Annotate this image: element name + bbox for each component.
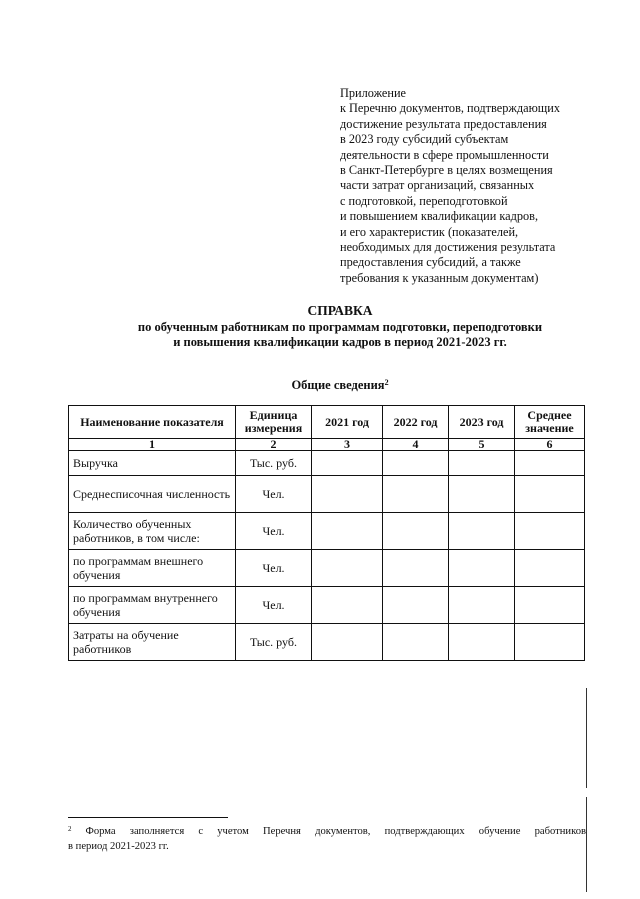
appendix-line: в 2023 году субсидий субъектам [340, 132, 509, 147]
value-cell-2021[interactable] [312, 513, 383, 550]
column-number-row [69, 439, 585, 451]
title-line-1: по обученным работникам по программам подготовки, переподготовки [137, 319, 543, 334]
value-cell-2022[interactable] [383, 624, 449, 661]
value-cell-2021[interactable] [312, 476, 383, 513]
value-cell-2023[interactable] [449, 476, 515, 513]
column-number: 5 [449, 439, 515, 451]
header-average: Среднее значение [515, 406, 585, 439]
appendix-line: деятельности в сфере промышленности [340, 147, 549, 162]
table-row [69, 550, 585, 587]
header-2022: 2022 год [383, 406, 449, 439]
header-unit: Единица измерения [236, 406, 312, 439]
table-row [69, 587, 585, 624]
header-2023: 2023 год [449, 406, 515, 439]
appendix-line: необходимых для достижения результата [340, 240, 556, 255]
value-cell-2022[interactable] [383, 550, 449, 587]
section-title-text: Общие сведения [291, 378, 385, 392]
value-cell-average[interactable] [515, 624, 585, 661]
footnote-separator [68, 817, 228, 818]
title-line-2: и повышения квалификации кадров в период 2021-2023 гг. [173, 335, 507, 349]
appendix-line: в Санкт-Петербурге в целях возмещения [340, 163, 553, 178]
header-2021: 2021 год [312, 406, 383, 439]
section-title [40, 378, 640, 393]
value-cell-2022[interactable] [383, 451, 449, 476]
document-title [40, 303, 640, 351]
row-name: Количество обученных работников, в том числе: [69, 513, 236, 550]
column-number: 1 [69, 439, 236, 451]
row-unit: Чел. [236, 513, 312, 550]
value-cell-2022[interactable] [383, 476, 449, 513]
value-cell-2021[interactable] [312, 624, 383, 661]
table-row [69, 513, 585, 550]
value-cell-2023[interactable] [449, 624, 515, 661]
row-unit: Тыс. руб. [236, 451, 312, 476]
row-unit: Чел. [236, 587, 312, 624]
value-cell-average[interactable] [515, 513, 585, 550]
scan-edge-line [586, 797, 587, 892]
value-cell-2022[interactable] [383, 513, 449, 550]
footnote-ref: 2 [384, 378, 389, 387]
appendix-line: предоставления субсидий, а также [340, 255, 521, 270]
appendix-line: части затрат организаций, связанных [340, 178, 535, 193]
column-number: 4 [383, 439, 449, 451]
appendix-line: достижение результата предоставления [340, 116, 547, 131]
row-name: Затраты на обучение работников [69, 624, 236, 661]
value-cell-2021[interactable] [312, 550, 383, 587]
value-cell-average[interactable] [515, 550, 585, 587]
data-table [68, 405, 585, 661]
value-cell-2021[interactable] [312, 451, 383, 476]
appendix-header [340, 86, 610, 286]
footnote-marker: 2 [68, 825, 72, 833]
appendix-line: и повышением квалификации кадров, [340, 209, 539, 224]
column-number: 3 [312, 439, 383, 451]
value-cell-2023[interactable] [449, 550, 515, 587]
value-cell-2023[interactable] [449, 587, 515, 624]
footnote-line-2: в период 2021-2023 гг. [68, 841, 169, 852]
value-cell-average[interactable] [515, 587, 585, 624]
row-name: Среднесписочная численность [69, 476, 236, 513]
value-cell-2022[interactable] [383, 587, 449, 624]
table-row [69, 451, 585, 476]
value-cell-average[interactable] [515, 476, 585, 513]
title-main: СПРАВКА [307, 303, 373, 318]
appendix-line: к Перечню документов, подтверждающих [340, 101, 560, 116]
row-name: Выручка [69, 451, 236, 476]
row-unit: Чел. [236, 476, 312, 513]
column-number: 6 [515, 439, 585, 451]
table-row [69, 476, 585, 513]
table-row [69, 624, 585, 661]
row-unit: Чел. [236, 550, 312, 587]
appendix-line: и его характеристик (показателей, [340, 224, 519, 239]
appendix-line: Приложение [340, 86, 406, 100]
row-name: по программам внешнего обучения [69, 550, 236, 587]
value-cell-2023[interactable] [449, 451, 515, 476]
value-cell-2021[interactable] [312, 587, 383, 624]
header-indicator-name: Наименование показателя [69, 406, 236, 439]
value-cell-average[interactable] [515, 451, 585, 476]
value-cell-2023[interactable] [449, 513, 515, 550]
column-number: 2 [236, 439, 312, 451]
table-header-row [69, 406, 585, 439]
footnote-line-1 [68, 822, 586, 839]
appendix-line: требования к указанным документам) [340, 270, 539, 285]
footnote-text-1: Форма заполняется с учетом Перечня документов, подтверждающих обучение работников [85, 826, 586, 837]
appendix-line: с подготовкой, переподготовкой [340, 193, 508, 208]
scan-edge-line [586, 688, 587, 788]
row-unit: Тыс. руб. [236, 624, 312, 661]
row-name: по программам внутреннего обучения [69, 587, 236, 624]
footnote [68, 822, 586, 854]
